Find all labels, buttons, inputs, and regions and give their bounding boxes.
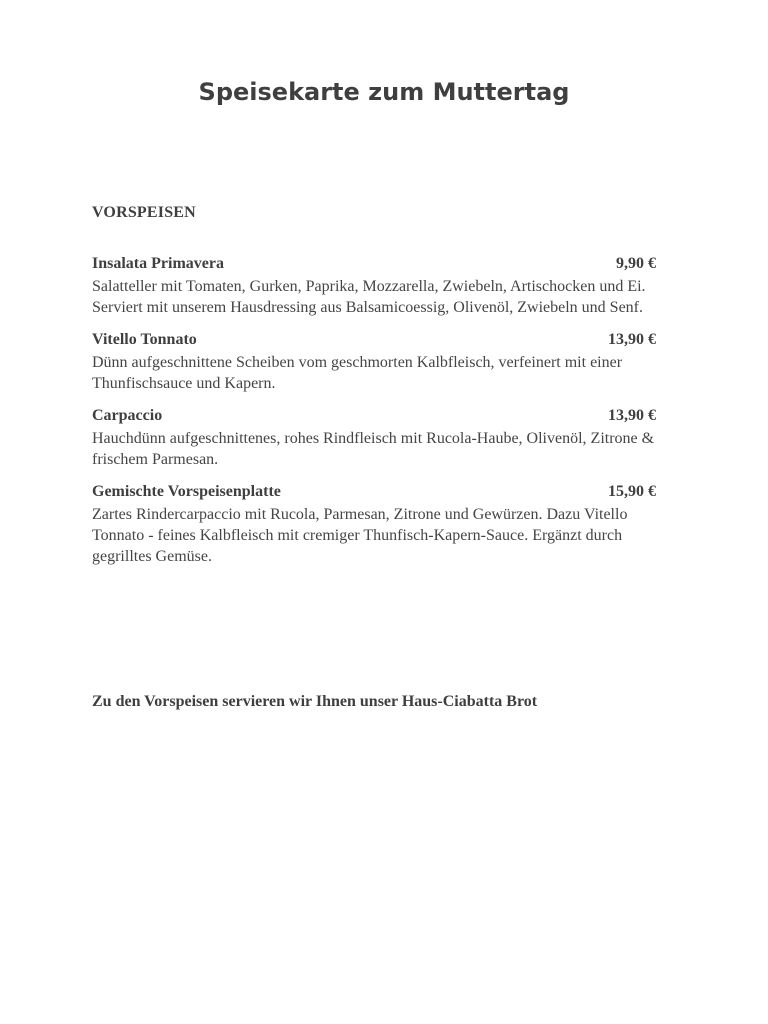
menu-item-description: Salatteller mit Tomaten, Gurken, Paprika, Mozzarella, Zwiebeln, Artischocken und Ei. Serviert mit unserem Hausdressing aus Balsamicoessig, Olivenöl, Zwiebeln und Senf.	[92, 278, 646, 316]
menu-item-carpaccio	[92, 407, 672, 470]
footer-note: Zu den Vorspeisen servieren wir Ihnen unser Haus-Ciabatta Brot	[92, 693, 538, 710]
menu-item-header	[92, 483, 672, 504]
menu-item-description: Zartes Rindercarpaccio mit Rucola, Parmesan, Zitrone und Gewürzen. Dazu Vitello Tonnato - feines Kalbfleisch mit cremiger Thunfisch-Kapern-Sauce. Ergänzt durch gegrilltes Gemüse.	[92, 506, 628, 565]
menu-item-description: Dünn aufgeschnittene Scheiben vom geschmorten Kalbfleisch, verfeinert mit einer Thunfischsauce und Kapern.	[92, 354, 623, 392]
menu-item-name: Gemischte Vorspeisenplatte	[92, 483, 281, 500]
menu-item-price: 15,90 €	[608, 483, 656, 500]
menu-item-price: 9,90 €	[616, 255, 656, 272]
menu-item-header	[92, 331, 672, 352]
menu-item-name: Insalata Primavera	[92, 255, 224, 272]
menu-item-insalata-primavera	[92, 255, 672, 318]
menu-item-vitello-tonnato	[92, 331, 672, 394]
page-title: Speisekarte zum Muttertag	[198, 78, 570, 106]
menu-item-description: Hauchdünn aufgeschnittenes, rohes Rindfleisch mit Rucola-Haube, Olivenöl, Zitrone & frischem Parmesan.	[92, 430, 655, 468]
menu-item-name: Vitello Tonnato	[92, 331, 197, 348]
section-heading-vorspeisen: VORSPEISEN	[92, 204, 196, 221]
menu-item-header	[92, 407, 672, 428]
menu-list	[92, 255, 672, 580]
menu-item-gemischte-vorspeisenplatte	[92, 483, 672, 567]
menu-item-name: Carpaccio	[92, 407, 163, 424]
menu-item-header	[92, 255, 672, 276]
menu-item-price: 13,90 €	[608, 331, 656, 348]
menu-item-price: 13,90 €	[608, 407, 656, 424]
